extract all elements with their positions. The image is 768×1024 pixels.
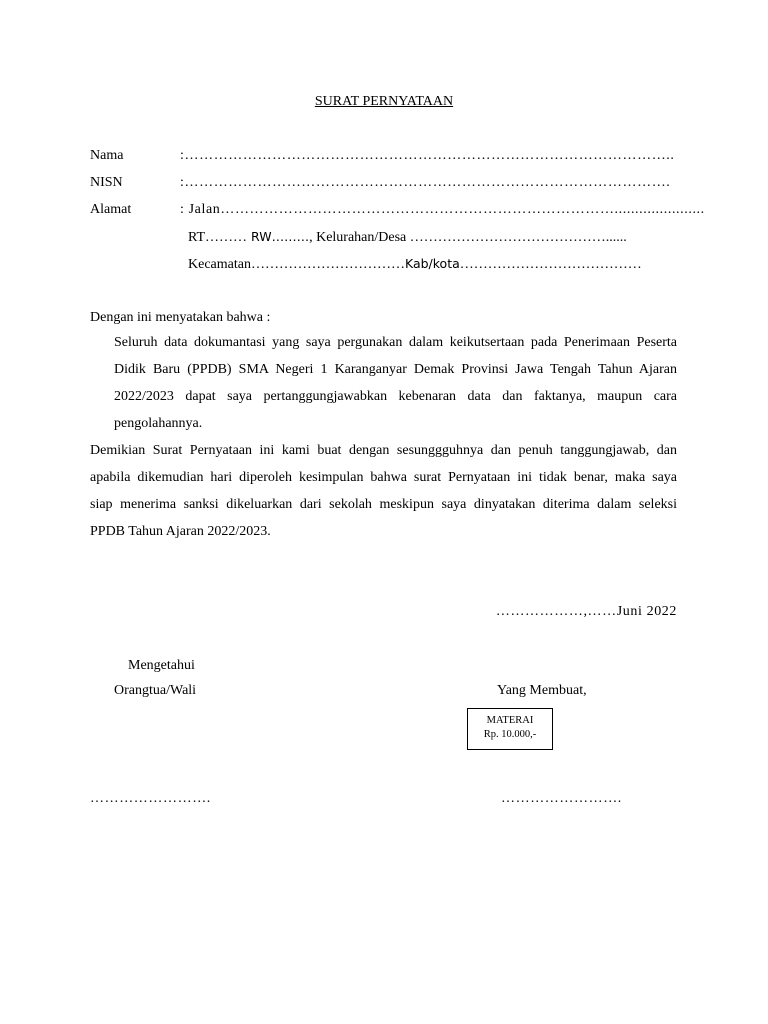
para1-line1: Seluruh data dokumantasi yang saya pergunakan dalam keikutsertaan pada Penerimaan Peserta (114, 335, 677, 350)
page-title: SURAT PERNYATAAN (314, 94, 454, 109)
orangtua-wali-label: Orangtua/Wali (114, 683, 197, 698)
para2-line1: Demikian Surat Pernyataan ini kami buat dengan sesunggguhnya dan penuh tanggungjawab, dan (90, 443, 677, 458)
date-line: ………………,……Juni 2022 (495, 604, 677, 619)
para1-line3: 2022/2023 dapat saya pertanggungjawabkan kebenaran data dan faktanya, maupun cara (114, 389, 677, 404)
materai-amount: Rp. 10.000,- (483, 729, 537, 740)
yang-membuat-label: Yang Membuat, (497, 683, 587, 698)
parent-signature-blank: ……………………. (90, 791, 211, 806)
kecamatan-kabkota-line (188, 256, 642, 273)
para2-line3: siap menerima sanksi dikeluarkan dari sekolah meskipun saya dinyatakan diterima dalam seleksi (90, 497, 677, 512)
rt-rw-kelurahan-line (188, 229, 627, 246)
alamat-label: Alamat (90, 202, 132, 217)
materai-label: MATERAI (486, 715, 534, 726)
name-blank: :……………………………………………………………………………………….. (180, 148, 675, 163)
para2-line4: PPDB Tahun Ajaran 2022/2023. (90, 524, 271, 539)
rt-blank: RT……… (188, 230, 248, 245)
kabkota-blank: ………………………………… (459, 257, 642, 272)
nisn-label: NISN (90, 175, 123, 190)
statement-intro: Dengan ini menyatakan bahwa : (90, 310, 271, 325)
kabkota-label: Kab/kota (404, 256, 460, 271)
student-signature-blank: ……………………. (501, 791, 622, 806)
rw-blank: RW……… (247, 229, 310, 244)
nisn-blank: :………………………………………………………………………………………. (180, 175, 671, 190)
materai-stamp-box (467, 708, 553, 750)
mengetahui-label: Mengetahui (128, 658, 195, 673)
alamat-jalan-blank: : Jalan………………………………………………………………………...................... (180, 202, 705, 217)
kelurahan-blank: , Kelurahan/Desa ……………………………………...... (309, 230, 627, 245)
para2-line2: apabila dikemudian hari diperoleh kesimpulan bahwa surat Pernyataan ini tidak benar, maka saya (90, 470, 677, 485)
para1-line2: Didik Baru (PPDB) SMA Negeri 1 Karanganyar Demak Provinsi Jawa Tengah Tahun Ajaran (114, 362, 677, 377)
name-label: Nama (90, 148, 124, 163)
kecamatan-blank: Kecamatan…………………………… (188, 257, 405, 272)
para1-line4: pengolahannya. (114, 416, 203, 431)
